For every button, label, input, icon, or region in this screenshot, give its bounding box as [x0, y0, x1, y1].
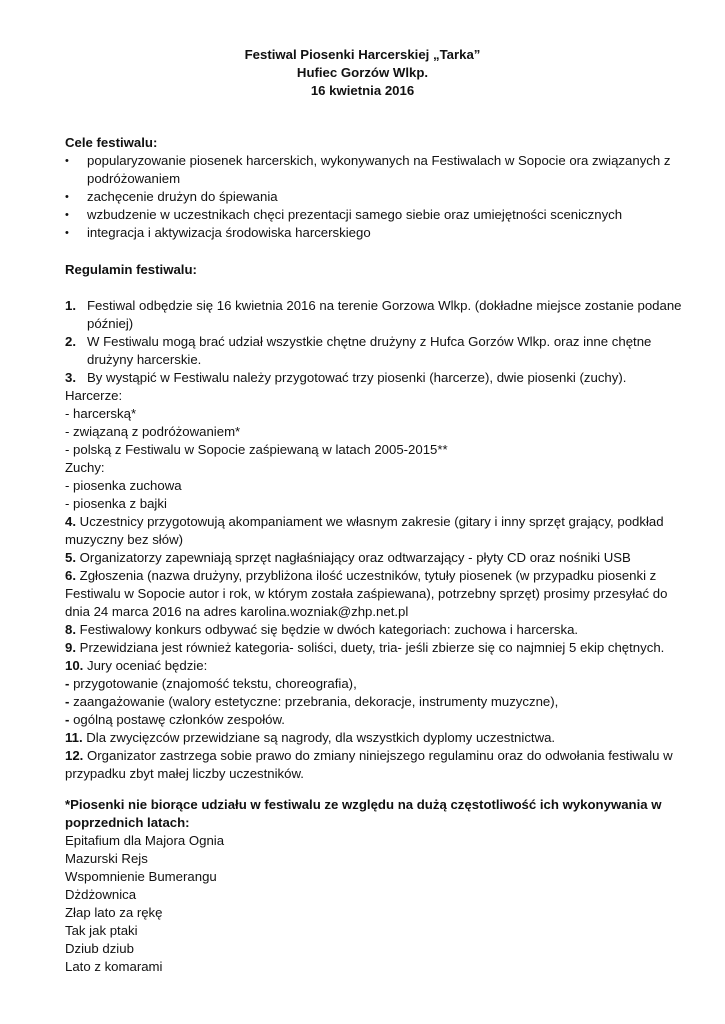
song-item: Mazurski Rejs	[65, 851, 148, 866]
rule-text: Dla zwycięzców przewidziane są nagrody, dla wszystkich dyplomy uczestnictwa.	[82, 730, 556, 745]
rule-number: 6.	[65, 568, 76, 583]
harcerze-item: - związaną z podróżowaniem*	[65, 424, 241, 439]
rule-item	[65, 333, 685, 369]
document-header	[0, 46, 725, 100]
festival-title: Festiwal Piosenki Harcerskiej „Tarka”	[244, 47, 481, 62]
rule-number: 9.	[65, 640, 76, 655]
criterion-text: ogólną postawę członków zespołów.	[69, 712, 285, 727]
rule-text: Jury oceniać będzie:	[83, 658, 208, 673]
jury-criterion	[65, 711, 685, 729]
harcerze-item: - polską z Festiwalu w Sopocie zaśpiewaną w latach 2005-2015**	[65, 442, 448, 457]
goal-item	[65, 224, 695, 242]
rule-text: Festiwal odbędzie się 16 kwietnia 2016 na terenie Gorzowa Wlkp. (dokładne miejsce zostanie podane później)	[87, 298, 682, 331]
bullet-icon: •	[65, 209, 69, 221]
rule-item	[65, 369, 685, 387]
rule-text: Przewidziana jest również kategoria- soliści, duety, tria- jeśli zbierze się co najmniej 5 ekip chętnych.	[76, 640, 665, 655]
song-item: Dziub dziub	[65, 941, 134, 956]
rule-number: 1.	[65, 298, 76, 313]
festival-date: 16 kwietnia 2016	[310, 83, 415, 98]
bullet-icon: •	[65, 191, 69, 203]
rule-number: 10.	[65, 658, 84, 673]
harcerze-item: - harcerską*	[65, 406, 137, 421]
rule-item	[65, 297, 685, 333]
rule-item	[65, 621, 685, 639]
rules-list	[65, 297, 685, 783]
rule-number: 12.	[65, 748, 84, 763]
zuchy-item: - piosenka zuchowa	[65, 478, 182, 493]
goal-text: integracja i aktywizacja środowiska harcerskiego	[87, 225, 371, 240]
rule-text: W Festiwalu mogą brać udział wszystkie chętne drużyny z Hufca Gorzów Wlkp. oraz inne chętne drużyny harcerskie.	[87, 334, 652, 367]
excluded-songs-note: *Piosenki nie biorące udziału w festiwalu ze względu na dużą częstotliwość ich wykonywania w poprzednich latach:	[65, 797, 662, 830]
rule-item	[65, 657, 685, 675]
rule-item	[65, 513, 685, 549]
organizer: Hufiec Gorzów Wlkp.	[296, 65, 429, 80]
goal-item	[65, 206, 695, 224]
bullet-icon: •	[65, 227, 69, 239]
goals-heading: Cele festiwalu:	[65, 135, 158, 150]
dash: -	[65, 694, 70, 709]
jury-criterion	[65, 675, 685, 693]
rule-text: Organizator zastrzega sobie prawo do zmiany niniejszego regulaminu oraz do odwołania festiwalu w przypadku zbyt małej liczby uczestników.	[65, 748, 673, 781]
dash: -	[65, 676, 70, 691]
rule-item	[65, 567, 685, 621]
rule-text: By wystąpić w Festiwalu należy przygotować trzy piosenki (harcerze), dwie piosenki (zuchy).	[87, 370, 627, 385]
song-item: Wspomnienie Bumerangu	[65, 869, 217, 884]
song-item: Lato z komarami	[65, 959, 163, 974]
rule-number: 2.	[65, 334, 76, 349]
zuchy-item: - piosenka z bajki	[65, 496, 167, 511]
excluded-songs	[65, 796, 685, 976]
harcerze-label: Harcerze:	[65, 388, 123, 403]
rule-text: Zgłoszenia (nazwa drużyny, przybliżona ilość uczestników, tytuły piosenek (w przypadku piosenki z Festiwalu w Sopocie autor i rok, w którym została zaśpiewana), potrzebny sprzęt) prosimy przesyłać do dnia 24 marca 2016 na adres karolina.wozniak@zhp.net.pl	[65, 568, 668, 619]
jury-criterion	[65, 693, 685, 711]
rule-item	[65, 639, 685, 657]
goal-text: zachęcenie drużyn do śpiewania	[87, 189, 278, 204]
zuchy-label: Zuchy:	[65, 460, 105, 475]
rule-number: 5.	[65, 550, 76, 565]
criterion-text: przygotowanie (znajomość tekstu, choreografia),	[69, 676, 357, 691]
rule-number: 4.	[65, 514, 76, 529]
rule-item	[65, 549, 685, 567]
bullet-icon: •	[65, 155, 69, 167]
rule-item	[65, 747, 685, 783]
goal-item	[65, 152, 695, 188]
rule-item	[65, 729, 685, 747]
dash: -	[65, 712, 70, 727]
goal-text: popularyzowanie piosenek harcerskich, wykonywanych na Festiwalach w Sopocie ora związanych z podróżowaniem	[87, 153, 671, 186]
goals-list	[65, 152, 695, 242]
song-item: Złap lato za rękę	[65, 905, 163, 920]
rule-number: 11.	[65, 730, 83, 745]
rule-number: 3.	[65, 370, 76, 385]
goal-item	[65, 188, 695, 206]
song-item: Dżdżownica	[65, 887, 137, 902]
rule-text: Organizatorzy zapewniają sprzęt nagłaśniający oraz odtwarzający - płyty CD oraz nośniki USB	[76, 550, 631, 565]
rule-number: 8.	[65, 622, 76, 637]
goal-text: wzbudzenie w uczestnikach chęci prezentacji samego siebie oraz umiejętności scenicznych	[87, 207, 623, 222]
rule-text: Festiwalowy konkurs odbywać się będzie w dwóch kategoriach: zuchowa i harcerska.	[76, 622, 579, 637]
criterion-text: zaangażowanie (walory estetyczne: przebrania, dekoracje, instrumenty muzyczne),	[69, 694, 559, 709]
song-item: Epitafium dla Majora Ognia	[65, 833, 225, 848]
rules-heading: Regulamin festiwalu:	[65, 262, 197, 277]
rule-text: Uczestnicy przygotowują akompaniament we własnym zakresie (gitary i inny sprzęt grający, podkład muzyczny bez słów)	[65, 514, 664, 547]
song-item: Tak jak ptaki	[65, 923, 138, 938]
